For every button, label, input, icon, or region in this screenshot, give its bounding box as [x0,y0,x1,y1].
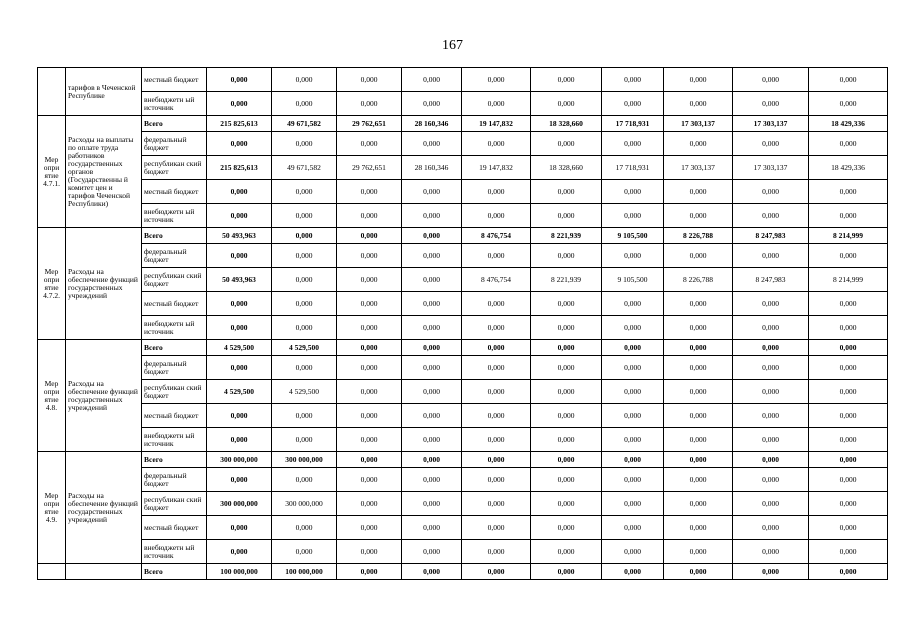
year-value: 0,000 [272,516,337,540]
year-value: 0,000 [462,132,531,156]
year-value: 0,000 [733,316,809,340]
funding-source: республикан ский бюджет [142,380,207,404]
year-value: 17 718,931 [602,156,664,180]
table-row [38,292,888,316]
year-value: 0,000 [733,452,809,468]
funding-source: местный бюджет [142,292,207,316]
year-value: 8 247,983 [733,268,809,292]
year-value: 8 476,754 [462,268,531,292]
total-value: 0,000 [207,356,272,380]
measure-name: Расходы на обеспечение функций государственных учреждений [66,340,142,452]
funding-source: Всего [142,116,207,132]
year-value: 0,000 [733,516,809,540]
year-value: 0,000 [337,516,402,540]
year-value: 0,000 [602,204,664,228]
year-value: 0,000 [602,132,664,156]
year-value: 0,000 [733,68,809,92]
year-value: 18 328,660 [531,156,602,180]
year-value: 0,000 [733,356,809,380]
year-value: 28 160,346 [402,156,462,180]
table-row [38,540,888,564]
year-value: 0,000 [733,564,809,580]
year-value: 0,000 [809,492,888,516]
year-value: 8 221,939 [531,228,602,244]
year-value: 0,000 [462,516,531,540]
year-value: 0,000 [402,340,462,356]
year-value: 0,000 [664,244,733,268]
year-value: 0,000 [337,132,402,156]
year-value: 0,000 [602,316,664,340]
year-value: 0,000 [664,380,733,404]
funding-source: местный бюджет [142,516,207,540]
year-value: 0,000 [531,180,602,204]
year-value: 0,000 [733,340,809,356]
year-value: 0,000 [272,204,337,228]
year-value: 49 671,582 [272,156,337,180]
year-value: 0,000 [531,92,602,116]
total-value: 4 529,500 [207,380,272,404]
year-value: 8 214,999 [809,228,888,244]
year-value: 0,000 [664,492,733,516]
year-value: 8 247,983 [733,228,809,244]
table-row-total [38,340,888,356]
year-value: 0,000 [664,180,733,204]
year-value: 0,000 [337,244,402,268]
year-value: 0,000 [531,132,602,156]
year-value: 0,000 [402,244,462,268]
funding-source: внебюджетн ый источник [142,428,207,452]
year-value: 8 226,788 [664,268,733,292]
funding-source: местный бюджет [142,180,207,204]
year-value: 0,000 [531,452,602,468]
year-value: 0,000 [272,68,337,92]
year-value: 0,000 [602,428,664,452]
year-value: 0,000 [809,428,888,452]
year-value: 0,000 [733,468,809,492]
year-value: 29 762,651 [337,116,402,132]
total-value: 0,000 [207,292,272,316]
year-value: 0,000 [462,404,531,428]
table-row [38,356,888,380]
year-value: 0,000 [602,404,664,428]
year-value: 0,000 [602,92,664,116]
year-value: 0,000 [602,340,664,356]
year-value: 0,000 [531,540,602,564]
funding-source: республикан ский бюджет [142,268,207,292]
total-value: 0,000 [207,180,272,204]
year-value: 0,000 [733,540,809,564]
year-value: 0,000 [602,356,664,380]
year-value: 0,000 [531,292,602,316]
table-row [38,468,888,492]
year-value: 0,000 [733,244,809,268]
year-value: 0,000 [337,468,402,492]
year-value: 0,000 [531,340,602,356]
year-value: 0,000 [272,428,337,452]
year-value: 0,000 [664,92,733,116]
year-value: 0,000 [809,340,888,356]
year-value: 0,000 [602,540,664,564]
year-value: 0,000 [602,492,664,516]
year-value: 0,000 [337,428,402,452]
total-value: 50 493,963 [207,268,272,292]
funding-source: федеральный бюджет [142,244,207,268]
year-value: 0,000 [337,68,402,92]
year-value: 0,000 [531,564,602,580]
year-value: 0,000 [402,268,462,292]
year-value: 0,000 [462,180,531,204]
table-row [38,516,888,540]
year-value: 19 147,832 [462,116,531,132]
year-value: 0,000 [402,380,462,404]
year-value: 0,000 [462,380,531,404]
total-value: 0,000 [207,244,272,268]
year-value: 0,000 [602,516,664,540]
year-value: 0,000 [337,404,402,428]
year-value: 0,000 [272,228,337,244]
year-value: 17 303,137 [664,156,733,180]
year-value: 0,000 [272,404,337,428]
year-value: 0,000 [733,292,809,316]
year-value: 0,000 [809,380,888,404]
year-value: 0,000 [531,244,602,268]
year-value: 0,000 [602,380,664,404]
budget-table [37,67,888,580]
measure-code: Мер опри ятие 4.7.2. [38,228,66,340]
measure-name: тарифов в Чеченской Республике [66,68,142,116]
year-value: 0,000 [809,452,888,468]
table-row-total [38,564,888,580]
total-value: 0,000 [207,428,272,452]
year-value: 0,000 [462,564,531,580]
year-value: 300 000,000 [272,492,337,516]
year-value: 0,000 [462,204,531,228]
measure-code [38,68,66,116]
year-value: 19 147,832 [462,156,531,180]
total-value: 0,000 [207,468,272,492]
year-value: 0,000 [402,564,462,580]
year-value: 0,000 [664,340,733,356]
year-value: 0,000 [602,452,664,468]
year-value: 49 671,582 [272,116,337,132]
year-value: 0,000 [809,316,888,340]
year-value: 0,000 [402,516,462,540]
year-value: 0,000 [337,564,402,580]
funding-source: федеральный бюджет [142,132,207,156]
year-value: 0,000 [337,92,402,116]
year-value: 0,000 [402,204,462,228]
table-row [38,268,888,292]
funding-source: федеральный бюджет [142,468,207,492]
year-value: 8 476,754 [462,228,531,244]
year-value: 17 303,137 [664,116,733,132]
year-value: 0,000 [337,356,402,380]
year-value: 0,000 [337,204,402,228]
year-value: 8 221,939 [531,268,602,292]
year-value: 0,000 [272,244,337,268]
year-value: 0,000 [733,132,809,156]
year-value: 0,000 [602,180,664,204]
year-value: 0,000 [337,492,402,516]
year-value: 0,000 [531,356,602,380]
year-value: 0,000 [402,468,462,492]
year-value: 0,000 [809,564,888,580]
year-value: 0,000 [733,492,809,516]
year-value: 0,000 [809,204,888,228]
measure-name: Расходы на обеспечение функций государственных учреждений [66,452,142,564]
year-value: 17 303,137 [733,116,809,132]
table-row [38,316,888,340]
total-value: 0,000 [207,132,272,156]
year-value: 0,000 [402,68,462,92]
year-value: 0,000 [337,380,402,404]
year-value: 0,000 [602,564,664,580]
year-value: 0,000 [809,516,888,540]
year-value: 0,000 [809,540,888,564]
total-value: 300 000,000 [207,492,272,516]
year-value: 0,000 [531,380,602,404]
year-value: 0,000 [602,468,664,492]
year-value: 0,000 [809,468,888,492]
year-value: 0,000 [402,316,462,340]
year-value: 0,000 [337,292,402,316]
year-value: 0,000 [462,292,531,316]
year-value: 0,000 [402,292,462,316]
year-value: 0,000 [272,292,337,316]
total-value: 0,000 [207,68,272,92]
table-row-total [38,228,888,244]
year-value: 0,000 [337,316,402,340]
year-value: 0,000 [664,204,733,228]
year-value: 0,000 [462,540,531,564]
year-value: 0,000 [462,340,531,356]
table-row [38,68,888,92]
year-value: 0,000 [402,356,462,380]
table-row [38,404,888,428]
total-value: 50 493,963 [207,228,272,244]
year-value: 18 429,336 [809,156,888,180]
year-value: 0,000 [402,452,462,468]
year-value: 9 105,500 [602,228,664,244]
year-value: 0,000 [462,468,531,492]
total-value: 300 000,000 [207,452,272,468]
funding-source: республикан ский бюджет [142,156,207,180]
year-value: 0,000 [402,492,462,516]
year-value: 0,000 [809,68,888,92]
year-value: 0,000 [809,180,888,204]
year-value: 29 762,651 [337,156,402,180]
year-value: 8 214,999 [809,268,888,292]
year-value: 0,000 [337,452,402,468]
year-value: 0,000 [402,428,462,452]
measure-name: Расходы на выплаты по оплате труда работников государственных органов (Государственны й комитет цен и тарифов Чеченской Республики) [66,116,142,228]
total-value: 0,000 [207,404,272,428]
year-value: 0,000 [664,564,733,580]
year-value: 0,000 [462,92,531,116]
year-value: 0,000 [402,132,462,156]
year-value: 0,000 [809,92,888,116]
year-value: 0,000 [337,268,402,292]
year-value: 100 000,000 [272,564,337,580]
year-value: 0,000 [602,68,664,92]
year-value: 18 429,336 [809,116,888,132]
year-value: 0,000 [272,132,337,156]
year-value: 0,000 [733,204,809,228]
year-value: 0,000 [402,228,462,244]
total-value: 0,000 [207,92,272,116]
measure-code: Мер опри ятие 4.9. [38,452,66,564]
total-value: 100 000,000 [207,564,272,580]
year-value: 0,000 [402,404,462,428]
funding-source: местный бюджет [142,404,207,428]
table-row-total [38,452,888,468]
year-value: 0,000 [664,68,733,92]
year-value: 0,000 [531,468,602,492]
funding-source: федеральный бюджет [142,356,207,380]
measure-code: Мер опри ятие 4.8. [38,340,66,452]
year-value: 0,000 [809,244,888,268]
year-value: 0,000 [402,92,462,116]
year-value: 0,000 [531,404,602,428]
year-value: 0,000 [809,292,888,316]
year-value: 0,000 [664,292,733,316]
year-value: 0,000 [272,92,337,116]
funding-source: Всего [142,228,207,244]
year-value: 0,000 [462,492,531,516]
year-value: 4 529,500 [272,380,337,404]
year-value: 0,000 [664,404,733,428]
year-value: 0,000 [462,244,531,268]
year-value: 0,000 [664,428,733,452]
funding-source: внебюджетн ый источник [142,316,207,340]
table-row [38,132,888,156]
funding-source: Всего [142,340,207,356]
year-value: 0,000 [462,356,531,380]
year-value: 0,000 [272,316,337,340]
year-value: 0,000 [733,428,809,452]
year-value: 0,000 [402,540,462,564]
funding-source: внебюджетн ый источник [142,204,207,228]
year-value: 0,000 [272,268,337,292]
year-value: 0,000 [602,292,664,316]
year-value: 0,000 [462,428,531,452]
total-value: 0,000 [207,516,272,540]
year-value: 0,000 [462,68,531,92]
year-value: 0,000 [272,356,337,380]
year-value: 0,000 [337,228,402,244]
funding-source: республикан ский бюджет [142,492,207,516]
year-value: 0,000 [462,316,531,340]
year-value: 0,000 [337,340,402,356]
year-value: 0,000 [733,180,809,204]
year-value: 0,000 [733,380,809,404]
year-value: 0,000 [337,540,402,564]
total-value: 0,000 [207,204,272,228]
page-number: 167 [442,38,463,53]
year-value: 4 529,500 [272,340,337,356]
table-row-total [38,116,888,132]
table-row [38,180,888,204]
funding-source: внебюджетн ый источник [142,540,207,564]
year-value: 28 160,346 [402,116,462,132]
year-value: 0,000 [402,180,462,204]
year-value: 0,000 [664,356,733,380]
funding-source: местный бюджет [142,68,207,92]
table-row [38,244,888,268]
measure-name [66,564,142,580]
year-value: 0,000 [664,452,733,468]
year-value: 300 000,000 [272,452,337,468]
year-value: 17 718,931 [602,116,664,132]
year-value: 0,000 [664,132,733,156]
year-value: 0,000 [809,356,888,380]
table-row [38,492,888,516]
year-value: 0,000 [531,492,602,516]
year-value: 18 328,660 [531,116,602,132]
funding-source: Всего [142,564,207,580]
year-value: 0,000 [531,204,602,228]
measure-code [38,564,66,580]
year-value: 0,000 [337,180,402,204]
year-value: 8 226,788 [664,228,733,244]
table-row [38,92,888,116]
year-value: 0,000 [531,516,602,540]
year-value: 0,000 [809,132,888,156]
table-row [38,204,888,228]
year-value: 0,000 [664,516,733,540]
year-value: 0,000 [809,404,888,428]
year-value: 0,000 [531,68,602,92]
year-value: 0,000 [664,316,733,340]
funding-source: внебюджетн ый источник [142,92,207,116]
year-value: 0,000 [733,92,809,116]
year-value: 0,000 [272,180,337,204]
measure-code: Мер опри ятие 4.7.1. [38,116,66,228]
year-value: 0,000 [531,428,602,452]
total-value: 0,000 [207,316,272,340]
year-value: 0,000 [272,468,337,492]
table-row [38,380,888,404]
total-value: 215 825,613 [207,156,272,180]
year-value: 0,000 [272,540,337,564]
funding-source: Всего [142,452,207,468]
year-value: 9 105,500 [602,268,664,292]
table-row [38,428,888,452]
table-row [38,156,888,180]
year-value: 0,000 [602,244,664,268]
year-value: 0,000 [664,540,733,564]
year-value: 0,000 [733,404,809,428]
total-value: 0,000 [207,540,272,564]
total-value: 4 529,500 [207,340,272,356]
total-value: 215 825,613 [207,116,272,132]
year-value: 0,000 [664,468,733,492]
year-value: 17 303,137 [733,156,809,180]
year-value: 0,000 [462,452,531,468]
year-value: 0,000 [531,316,602,340]
measure-name: Расходы на обеспечение функций государственных учреждений [66,228,142,340]
